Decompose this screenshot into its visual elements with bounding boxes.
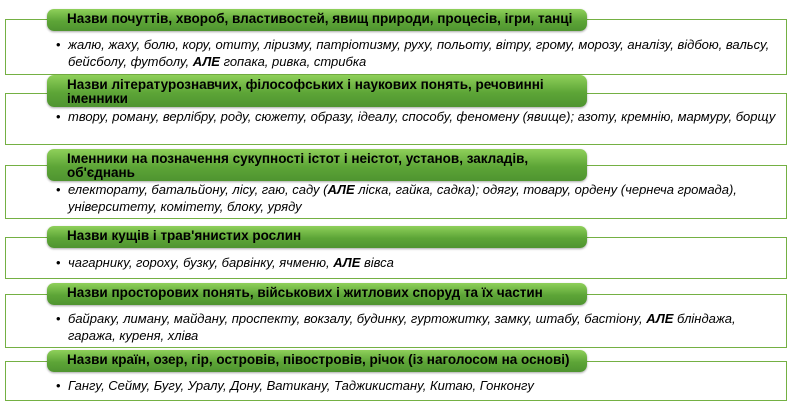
- section-3-items-post: ліска, гайка, садка); одягу, товару, ордену (чернеча громада), університету, комітету, блоку, уряду: [68, 182, 737, 214]
- section-4-header: Назви кущів і трав'янистих рослин: [47, 226, 587, 248]
- section-3-items: [58, 181, 779, 215]
- section-2-header: Назви літературознавчих, філософських і наукових понять, речовинні іменники: [47, 75, 587, 107]
- section-4-items-post: вівса: [360, 255, 394, 270]
- bullet-icon: •: [56, 37, 61, 52]
- section-1-emphasis: АЛЕ: [192, 54, 220, 69]
- section-5-header: Назви просторових понять, військових і житлових споруд та їх частин: [47, 283, 587, 305]
- bullet-icon: •: [56, 378, 61, 393]
- section-1-items-post: гопака, ривка, стрибка: [219, 54, 367, 69]
- section-2-items-pre: твору, роману, верлібру, роду, сюжету, образу, ідеалу, способу, феномену (явище); азоту, кремнію, мармуру, борщу: [68, 109, 776, 124]
- section-1-items: [58, 36, 779, 70]
- section-5-emphasis: АЛЕ: [646, 311, 674, 326]
- bullet-icon: •: [56, 255, 61, 270]
- section-4-emphasis: АЛЕ: [333, 255, 361, 270]
- bullet-icon: •: [56, 311, 61, 326]
- section-3-header: Іменники на позначення сукупності істот і неістот, установ, закладів, об'єднань: [47, 149, 587, 181]
- section-6-items-pre: Гангу, Сейму, Бугу, Уралу, Дону, Ватикану, Таджикистану, Китаю, Гонконгу: [68, 378, 534, 393]
- section-1-items-pre: жалю, жаху, болю, кору, отиту, ліризму, патріотизму, руху, польоту, вітру, грому, морозу, аналізу, відбою, вальсу, бейсболу, футболу,: [68, 37, 770, 69]
- bullet-icon: •: [56, 182, 61, 197]
- section-6-items: [58, 377, 779, 394]
- section-5-items-pre: байраку, лиману, майдану, проспекту, вокзалу, будинку, гуртожитку, замку, штабу, бастіону,: [68, 311, 643, 326]
- section-3-items-pre: електорату, батальйону, лісу, гаю, саду (: [68, 182, 328, 197]
- bullet-icon: •: [56, 109, 61, 124]
- section-2-items: [58, 108, 779, 125]
- section-4-items: [58, 254, 779, 271]
- section-5-items-post: бліндажа, гаража, куреня, хліва: [68, 311, 736, 343]
- section-3-emphasis: АЛЕ: [327, 182, 355, 197]
- section-4-items-pre: чагарнику, гороху, бузку, барвінку, ячменю,: [68, 255, 330, 270]
- section-6-header: Назви країн, озер, гір, островів, півостровів, річок (із наголосом на основі): [47, 350, 587, 372]
- section-1-header: Назви почуттів, хвороб, властивостей, явищ природи, процесів, ігри, танці: [47, 9, 587, 31]
- section-5-items: [58, 310, 779, 344]
